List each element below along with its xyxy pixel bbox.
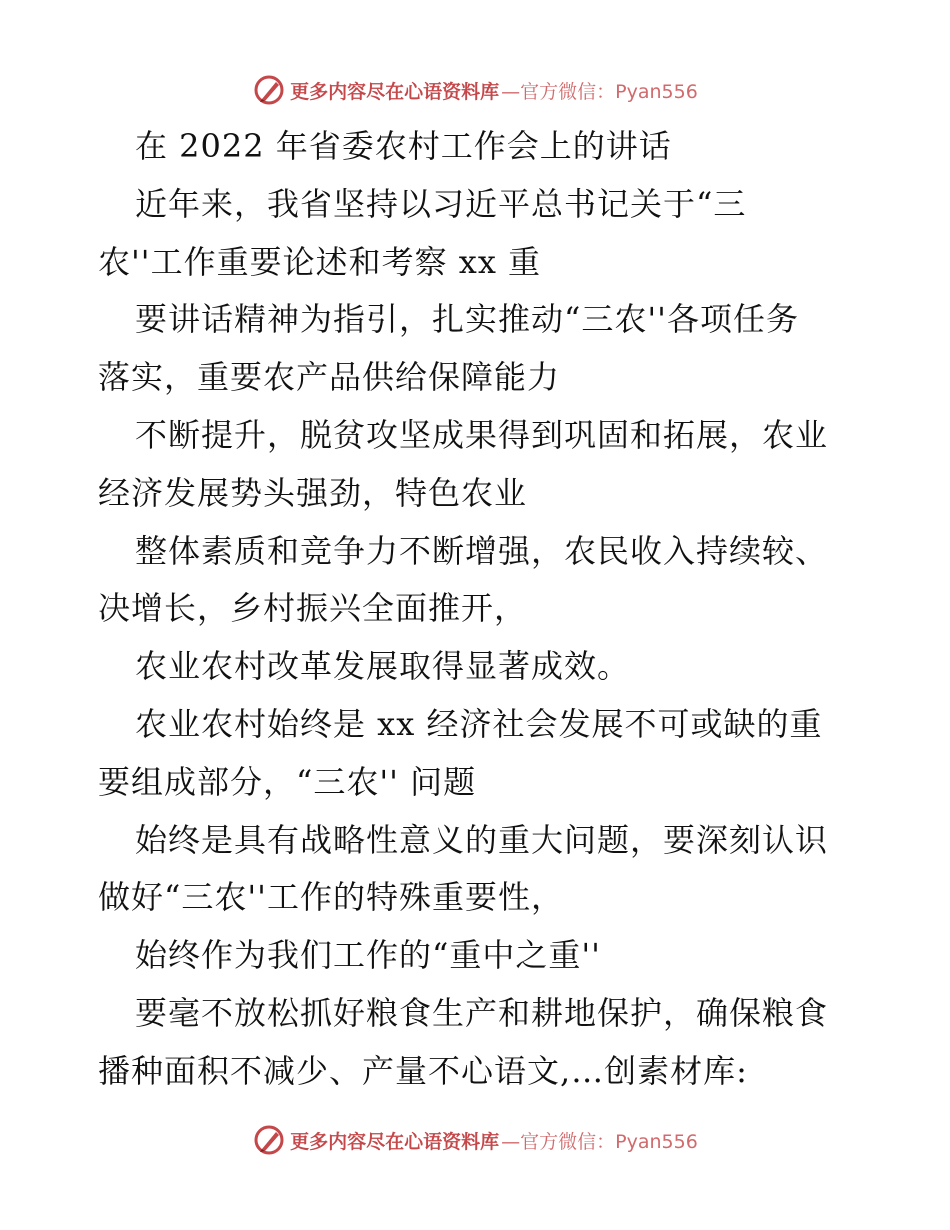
paragraph-line: 不断提升，脱贫攻坚成果得到巩固和拓展，农业 — [135, 415, 829, 454]
header-watermark-banner — [0, 70, 950, 110]
paragraph-line: 整体素质和竞争力不断增强，农民收入持续较、 — [135, 531, 829, 570]
paragraph-line: 要组成部分，“三农'' 问题 — [98, 762, 477, 801]
watermark-official-text: —官方微信：Pyan556 — [501, 80, 698, 103]
document-body — [98, 118, 858, 1101]
paragraph-line: 农''工作重要论述和考察 xx 重 — [98, 242, 542, 281]
watermark-site-text: 更多内容尽在心语资料库 — [290, 1130, 500, 1153]
paragraph-line: 始终是具有战略性意义的重大问题，要深刻认识 — [135, 820, 829, 859]
paragraph-line: 落实，重要农产品供给保障能力 — [98, 358, 561, 397]
paragraph-line: 农业农村始终是 xx 经济社会发展不可或缺的重 — [135, 704, 823, 743]
paragraph-line: 近年来，我省坚持以习近平总书记关于“三 — [135, 184, 747, 223]
footer-watermark-banner — [0, 1120, 950, 1160]
pen-circle-logo-icon — [252, 1123, 286, 1157]
paragraph-line: 要毫不放松抓好粮食生产和耕地保护，确保粮食 — [135, 993, 829, 1032]
paragraph-line: 播种面积不减少、产量不心语文,…创素材库: — [98, 1051, 748, 1090]
doc-title: 在 2022 年省委农村工作会上的讲话 — [135, 127, 672, 165]
paragraph-line: 经济发展势头强劲，特色农业 — [98, 473, 528, 512]
paragraph-line: 做好“三农''工作的特殊重要性， — [98, 878, 564, 917]
pen-circle-logo-icon — [252, 73, 286, 107]
paragraph-line: 始终作为我们工作的“重中之重'' — [135, 936, 601, 975]
paragraph-line: 决增长，乡村振兴全面推开， — [98, 589, 528, 628]
paragraph-line: 农业农村改革发展取得显著成效。 — [135, 647, 631, 686]
watermark-site-text: 更多内容尽在心语资料库 — [290, 80, 500, 103]
watermark-official-text: —官方微信：Pyan556 — [501, 1130, 698, 1153]
paragraph-line: 要讲话精神为指引，扎实推动“三农''各项任务 — [135, 300, 799, 339]
